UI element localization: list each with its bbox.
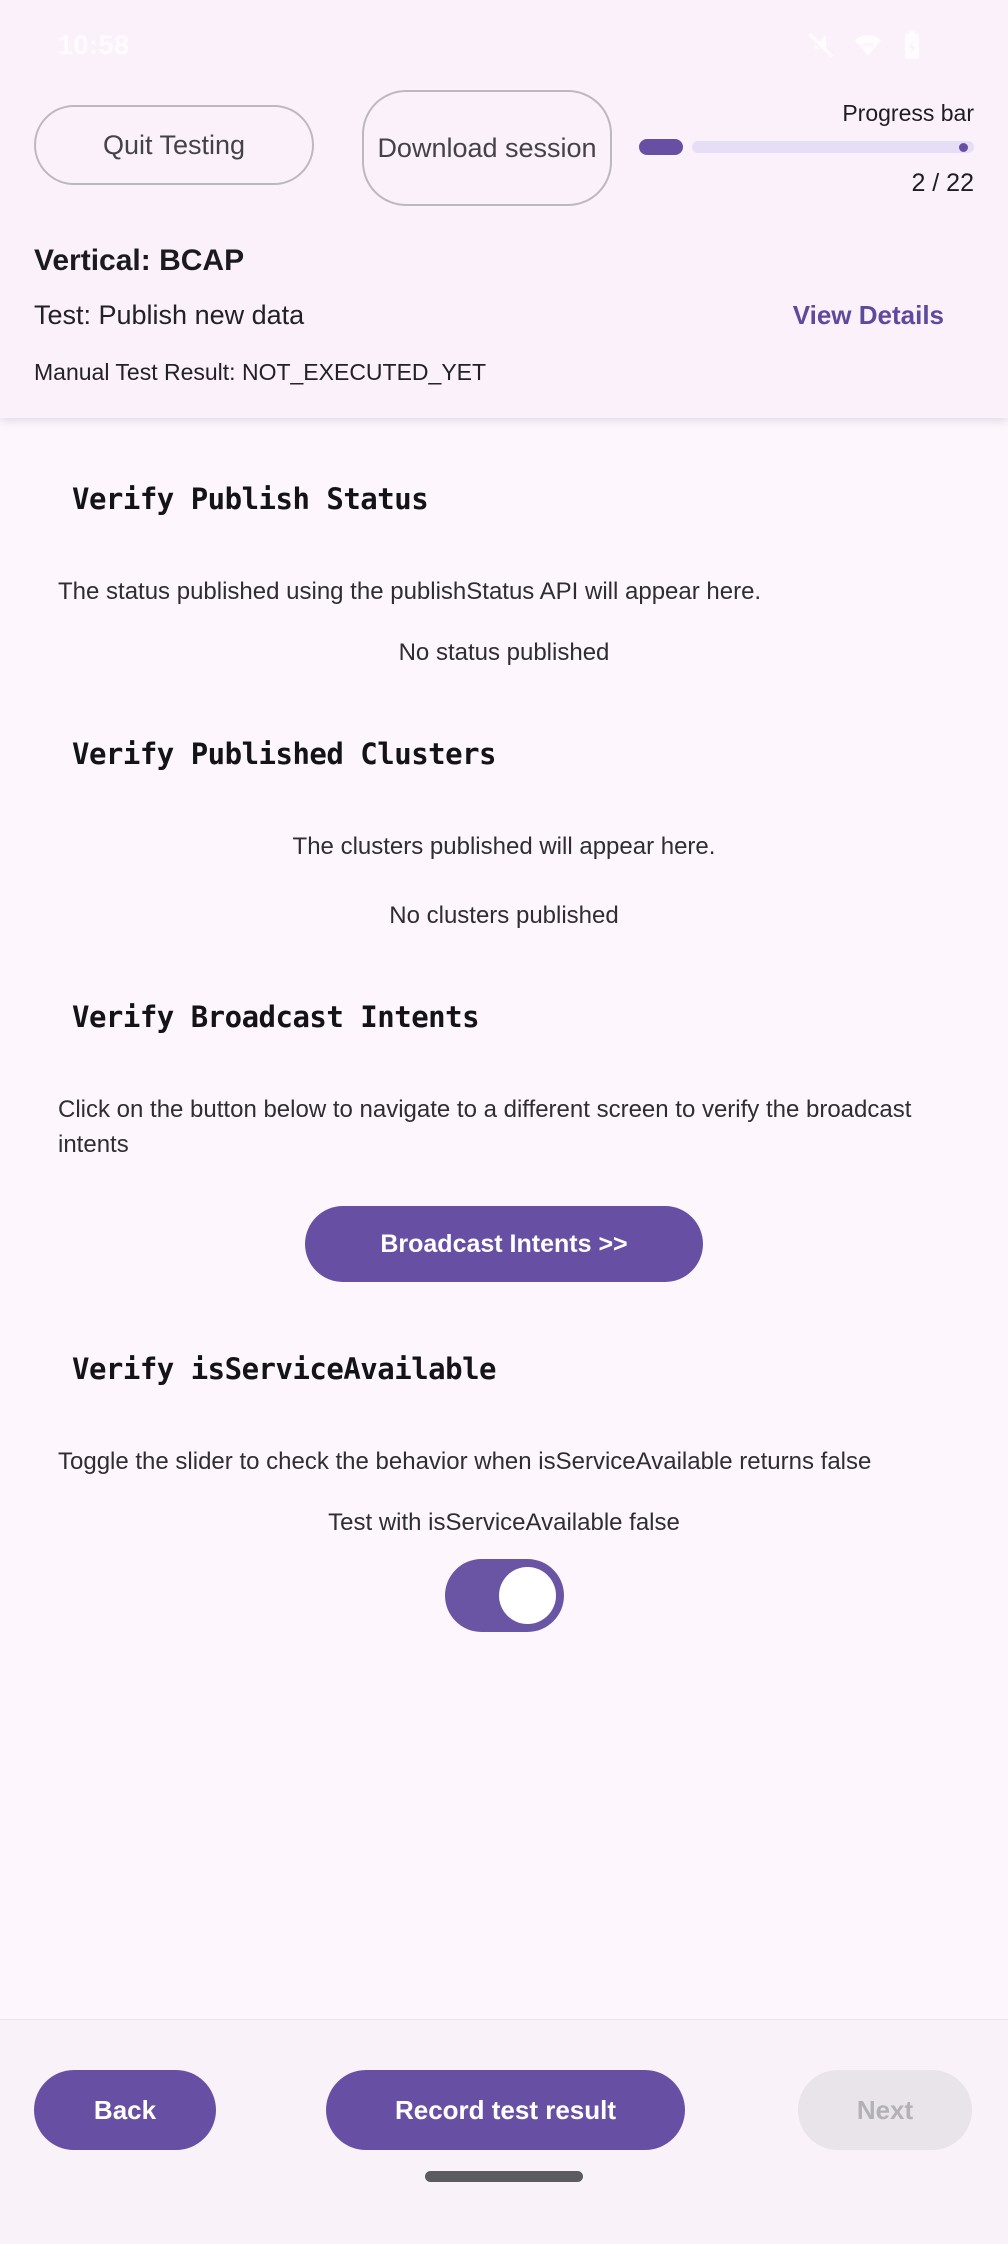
broadcast-intents-button[interactable]: Broadcast Intents >> bbox=[305, 1206, 703, 1282]
manual-test-result: Manual Test Result: NOT_EXECUTED_YET bbox=[34, 359, 487, 385]
publish-status-empty: No status published bbox=[398, 639, 610, 666]
progress-bar-stop-dot bbox=[959, 143, 968, 152]
progress-counter: 2 / 22 bbox=[911, 169, 974, 197]
test-info bbox=[34, 244, 974, 418]
test-row bbox=[34, 300, 974, 331]
section-heading-broadcast-intents: Verify Broadcast Intents bbox=[72, 1000, 480, 1034]
volume-off-icon bbox=[806, 30, 836, 60]
broadcast-intents-description: Click on the button below to navigate to a different screen to verify the broadcast intents bbox=[58, 1096, 912, 1158]
view-details-link[interactable]: View Details bbox=[792, 300, 944, 330]
status-icons bbox=[806, 28, 924, 62]
publish-status-description: The status published using the publishStatus API will appear here. bbox=[58, 578, 762, 605]
vertical-title: Vertical: BCAP bbox=[34, 244, 245, 277]
quit-testing-button[interactable]: Quit Testing bbox=[34, 105, 314, 185]
bottom-action-bar bbox=[0, 2019, 1008, 2244]
progress-bar bbox=[639, 139, 974, 155]
header-toolbar bbox=[34, 90, 974, 206]
bottom-actions bbox=[0, 2020, 1008, 2150]
toggle-thumb bbox=[499, 1567, 556, 1624]
progress-bar-label: Progress bar bbox=[842, 100, 974, 126]
section-heading-service-available: Verify isServiceAvailable bbox=[72, 1352, 496, 1386]
battery-charging-icon bbox=[900, 28, 924, 62]
download-session-button[interactable]: Download session bbox=[362, 90, 612, 206]
navigation-gesture-handle[interactable] bbox=[425, 2171, 583, 2182]
status-bar bbox=[34, 0, 974, 90]
published-clusters-description: The clusters published will appear here. bbox=[292, 833, 716, 860]
record-test-result-button[interactable]: Record test result bbox=[326, 2070, 685, 2150]
service-available-toggle[interactable] bbox=[445, 1559, 564, 1632]
back-button[interactable]: Back bbox=[34, 2070, 216, 2150]
progress-group bbox=[639, 90, 974, 198]
section-heading-publish-status: Verify Publish Status bbox=[72, 482, 429, 516]
wifi-icon bbox=[852, 30, 884, 60]
status-time: 10:58 bbox=[58, 29, 130, 60]
next-button[interactable]: Next bbox=[798, 2070, 972, 2150]
test-content bbox=[0, 418, 1008, 2019]
test-name: Test: Publish new data bbox=[34, 300, 305, 330]
published-clusters-empty: No clusters published bbox=[389, 902, 619, 929]
app-header bbox=[0, 0, 1008, 418]
progress-bar-track bbox=[692, 141, 974, 153]
service-available-toggle-label: Test with isServiceAvailable false bbox=[328, 1509, 680, 1536]
service-available-description: Toggle the slider to check the behavior when isServiceAvailable returns false bbox=[58, 1448, 872, 1475]
section-heading-published-clusters: Verify Published Clusters bbox=[72, 737, 496, 771]
progress-bar-fill bbox=[639, 139, 683, 155]
